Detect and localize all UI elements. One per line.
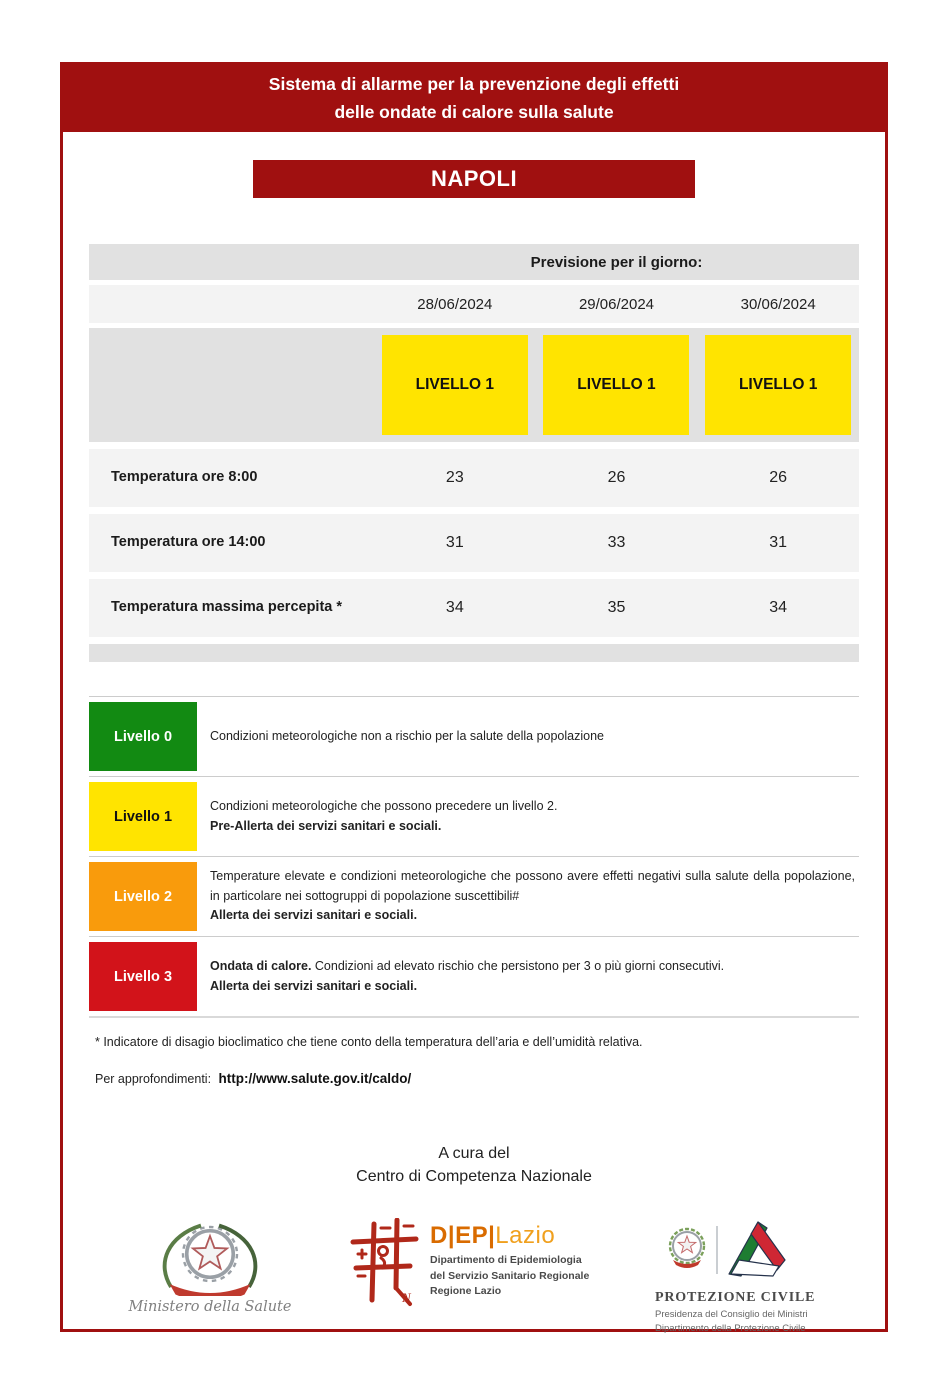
protezione-civile-title: PROTEZIONE CIVILE [655,1290,816,1306]
dep-letters-ep: EP [455,1222,489,1250]
dep-line2: del Servizio Sanitario Regionale [430,1269,590,1282]
temp-0800-day1: 23 [445,469,464,486]
legend-text-livello1 [197,793,859,840]
temp-row-1400 [89,514,859,572]
dep-lazio-wordmark: D|EP|Lazio [430,1222,556,1250]
salute-gov-link[interactable]: http://www.salute.gov.it/caldo/ [218,1071,412,1086]
header-band [63,65,885,132]
date-col-3: 30/06/2024 [740,295,816,313]
forecast-dates-row [89,285,859,323]
credits [63,1142,885,1188]
city-title: NAPOLI [253,160,695,198]
dep-lazio-logo [350,1218,620,1315]
legend-livello0-line1: Condizioni meteorologiche non a rischio per la salute della popolazione [210,728,605,743]
legend-livello1-line1: Condizioni meteorologiche che possono precedere un livello 2. [210,799,558,814]
header-title-line1: Sistema di allarme per la prevenzione degli effetti [268,74,680,95]
legend-badge-livello3: Livello 3 [89,942,197,1011]
temp-max-day2: 35 [607,599,626,616]
level-badge-day1: LIVELLO 1 [382,335,528,435]
footnote-asterisk: * Indicatore di disagio bioclimatico che tiene conto della temperatura dell’aria e dell’umidità relativa. [95,1035,643,1049]
legend-text-livello0 [197,723,859,750]
legend-row-livello1 [89,776,859,856]
legend-text-livello3 [197,953,859,1000]
temp-0800-day2: 26 [607,469,626,486]
dep-lazio-description [430,1253,589,1299]
legend-livello1-line2: Pre-Allerta dei servizi sanitari e sociali. [210,818,442,833]
svg-text:N: N [402,1290,411,1306]
legend-row-livello3 [89,936,859,1016]
dep-letter-d: D [430,1222,448,1250]
level-badge-day3: LIVELLO 1 [705,335,851,435]
credits-line2: Centro di Competenza Nazionale [356,1168,592,1186]
forecast-header-label: Previsione per il giorno: [530,253,703,271]
legend-row-livello2 [89,856,859,936]
date-col-2: 29/06/2024 [578,295,655,313]
bulletin-frame [60,62,888,1332]
dep-lazio-text [430,1218,589,1299]
footer-logos [105,1218,845,1335]
pc-line2: Dipartimento della Protezione Civile [655,1322,806,1334]
dep-word-lazio: Lazio [495,1222,556,1250]
temp-row-0800-label: Temperatura ore 8:00 [111,469,258,486]
level-badge-day2: LIVELLO 1 [543,335,689,435]
protezione-civile-logo [655,1218,845,1335]
legend-badge-livello1: Livello 1 [89,782,197,851]
credits-line1: A cura del [438,1145,510,1162]
legend-livello3-line2: Allerta dei servizi sanitari e sociali. [210,978,418,993]
ministero-salute-caption: Ministero della Salute [128,1299,292,1316]
dep-line3: Regione Lazio [430,1284,502,1297]
date-col-1: 28/06/2024 [417,295,493,313]
temp-max-day1: 34 [445,599,464,616]
temp-row-1400-label: Temperatura ore 14:00 [111,534,266,551]
ministero-salute-logo [105,1218,315,1315]
forecast-table [89,244,859,662]
footnote-link-row [95,1071,885,1086]
pc-line1: Presidenza del Consiglio dei Ministri [655,1309,808,1321]
dep-lazio-mark-icon [350,1218,420,1315]
footnote-link-label: Per approfondimenti: [95,1072,212,1086]
temp-row-max-label: Temperatura massima percepita * [111,599,343,616]
legend-text-livello2 [197,863,859,929]
forecast-levels-row [89,328,859,442]
table-footer-strip [89,644,859,662]
legend-livello3-lead: Ondata di calore. [210,959,312,974]
temp-1400-day2: 33 [607,534,626,551]
legend-livello3-line1 [210,957,855,976]
dep-line1: Dipartimento di Epidemiologia [430,1254,582,1267]
temp-1400-day3: 31 [769,534,788,551]
temp-1400-day1: 31 [445,534,464,551]
legend-livello3-rest: Condizioni ad elevato rischio che persistono per 3 o più giorni consecutivi. [311,959,725,974]
legend-livello2-line2: Allerta dei servizi sanitari e sociali. [210,908,418,923]
temp-row-max [89,579,859,637]
header-title-line2: delle ondate di calore sulla salute [334,101,614,122]
protezione-civile-description [655,1308,845,1335]
legend-row-livello0 [89,696,859,776]
legend-badge-livello2: Livello 2 [89,862,197,931]
forecast-header-row [89,244,859,280]
legend-badge-livello0: Livello 0 [89,702,197,771]
legend-livello2-line1: Temperature elevate e condizioni meteorologiche che possono avere effetti negativi sulla salute della popolazione, in particolare nei sottogruppi di popolazione suscettibili# [210,869,855,903]
levels-legend [89,696,859,1018]
protezione-civile-emblem-icon [655,1269,805,1286]
temp-0800-day3: 26 [769,469,788,486]
temp-max-day3: 34 [769,599,788,616]
temp-row-0800 [89,449,859,507]
repubblica-italiana-emblem-icon [135,1283,285,1300]
